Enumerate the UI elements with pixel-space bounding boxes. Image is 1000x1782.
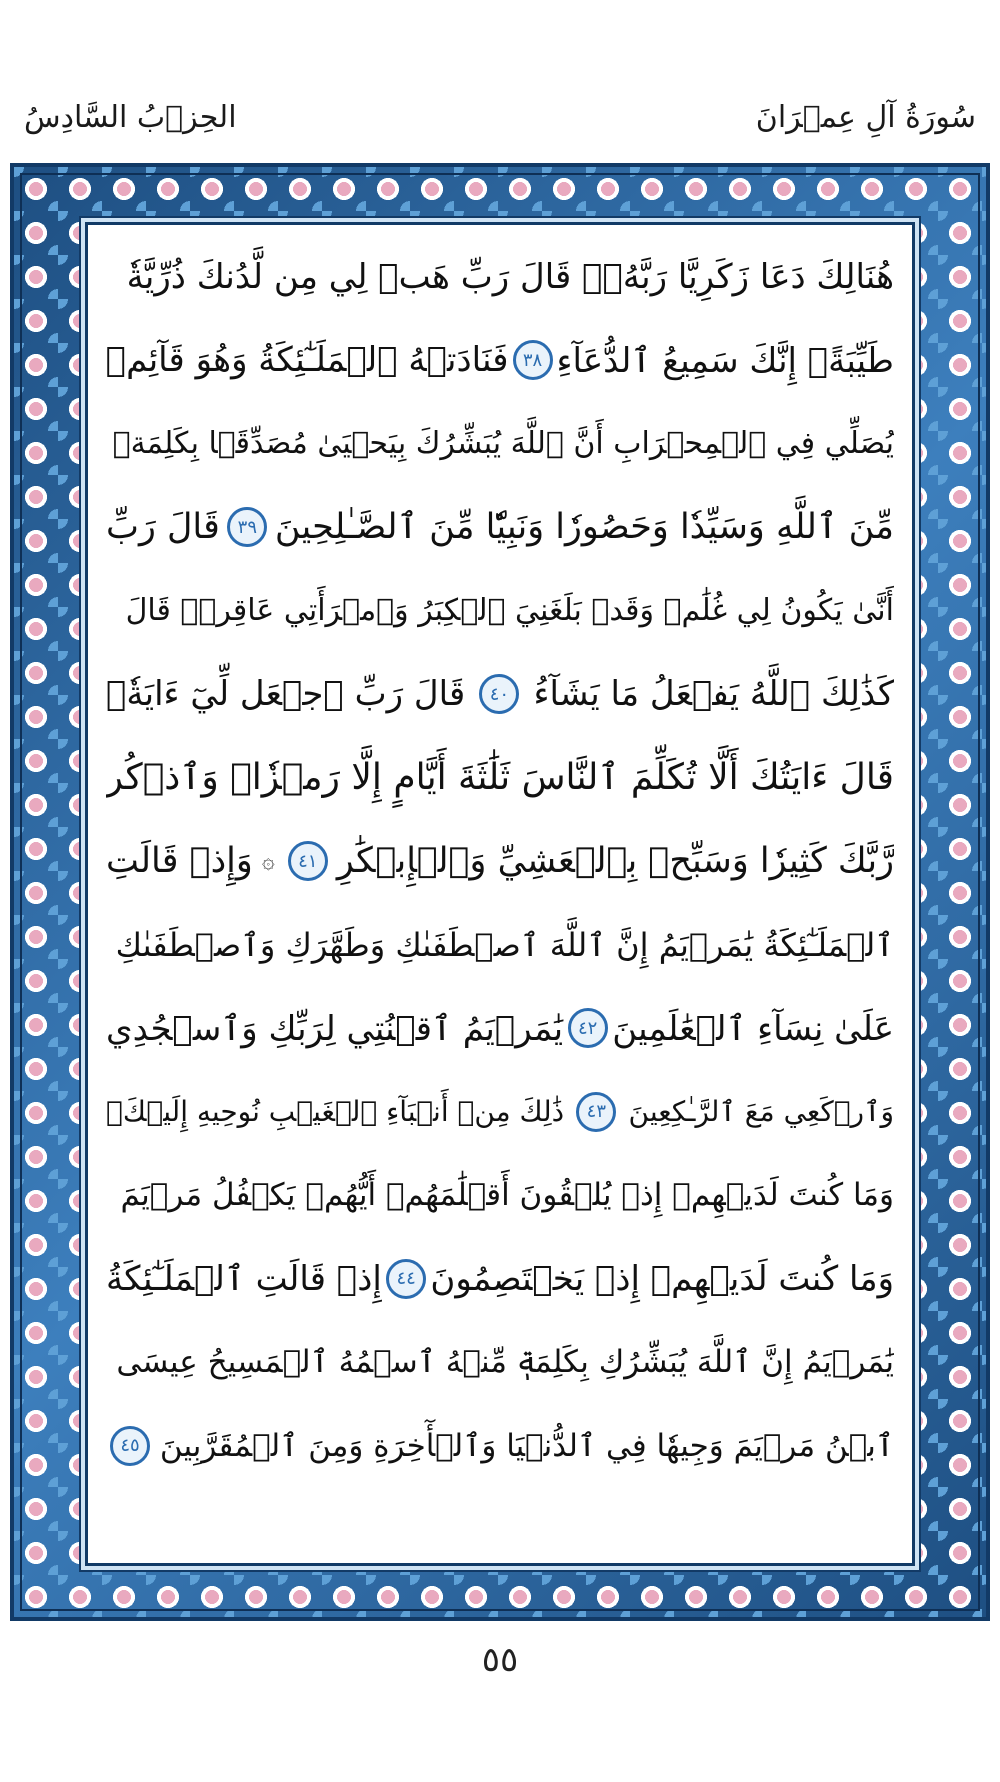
ayah-number-marker: ٤٣ bbox=[576, 1092, 616, 1132]
verse-line bbox=[106, 653, 894, 737]
verse-text: قَالَ ءَايَتُكَ أَلَّا تُكَلِّمَ ٱلنَّاسَ ثَلَٰثَةَ أَيَّامٍ إِلَّا رَمۡزٗاۗ وَٱذۡكُر bbox=[106, 757, 894, 799]
ayah-number-marker: ٤٥ bbox=[110, 1426, 150, 1466]
verse-line bbox=[106, 235, 894, 319]
verse-text: وَمَا كُنتَ لَدَيۡهِمۡ إِذۡ يُلۡقُونَ أَقۡلَٰمَهُمۡ أَيُّهُمۡ يَكۡفُلُ مَرۡيَمَ bbox=[120, 1177, 894, 1214]
text-panel bbox=[88, 225, 912, 1563]
ayah-number-marker: ٤١ bbox=[288, 841, 328, 881]
verse-line bbox=[106, 736, 894, 820]
verse-text: هُنَالِكَ دَعَا زَكَرِيَّا رَبَّهُۥۖ قَالَ رَبِّ هَبۡ لِي مِن لَّدُنكَ ذُرِّيَّةٗ bbox=[126, 256, 894, 297]
ayah-number-marker: ٤٠ bbox=[479, 674, 519, 714]
verse-text: يَٰمَرۡيَمُ إِنَّ ٱللَّهَ يُبَشِّرُكِ بِكَلِمَةٖ مِّنۡهُ ٱسۡمُهُ ٱلۡمَسِيحُ عِيسَى bbox=[116, 1344, 894, 1381]
ayah-number-marker: ٤٤ bbox=[386, 1259, 426, 1299]
verse-line bbox=[106, 1404, 894, 1488]
verse-text: ذَٰلِكَ مِنۡ أَنۢبَآءِ ٱلۡغَيۡبِ نُوحِيهِ إِلَيۡكَۚ bbox=[106, 1095, 565, 1129]
verse-text: ٱبۡنُ مَرۡيَمَ وَجِيهٗا فِي ٱلدُّنۡيَا وَٱلۡأٓخِرَةِ وَمِنَ ٱلۡمُقَرَّبِينَ bbox=[159, 1427, 894, 1464]
verse-text: يَٰمَرۡيَمُ ٱقۡنُتِي لِرَبِّكِ وَٱسۡجُدِي bbox=[106, 1008, 564, 1049]
verse-line bbox=[106, 1070, 894, 1154]
verse-text: طَيِّبَةًۖ إِنَّكَ سَمِيعُ ٱلدُّعَآءِ bbox=[556, 340, 894, 381]
verse-text: قَالَ رَبِّ bbox=[106, 507, 220, 548]
ornamental-frame bbox=[10, 163, 990, 1621]
verse-line bbox=[106, 1237, 894, 1321]
verse-line bbox=[106, 402, 894, 486]
verse-line bbox=[106, 1154, 894, 1238]
verse-line bbox=[106, 486, 894, 570]
verse-text: رَّبَّكَ كَثِيرٗا وَسَبِّحۡ بِٱلۡعَشِيِّ وَٱلۡإِبۡكَٰرِ bbox=[336, 841, 894, 882]
verse-line bbox=[106, 987, 894, 1071]
hizb-marker-icon: ۞ bbox=[261, 848, 275, 874]
verse-text: كَذَٰلِكَ ٱللَّهُ يَفۡعَلُ مَا يَشَآءُ bbox=[533, 674, 894, 715]
verse-text: وَإِذۡ قَالَتِ bbox=[106, 841, 253, 882]
verse-text: قَالَ رَبِّ ٱجۡعَل لِّيٓ ءَايَةٗۖ bbox=[106, 674, 466, 715]
verse-line bbox=[106, 569, 894, 653]
verse-line bbox=[106, 1321, 894, 1405]
verse-line bbox=[106, 820, 894, 904]
verse-text: إِذۡ قَالَتِ ٱلۡمَلَـٰٓئِكَةُ bbox=[106, 1259, 382, 1300]
verse-text: فَنَادَتۡهُ ٱلۡمَلَـٰٓئِكَةُ وَهُوَ قَآئِمٞ bbox=[106, 340, 509, 381]
verse-text: وَٱرۡكَعِي مَعَ ٱلرَّـٰكِعِينَ bbox=[628, 1095, 894, 1129]
verse-lines bbox=[106, 235, 894, 1553]
page-number: ٥٥ bbox=[481, 1640, 519, 1680]
surah-title: سُورَةُ آلِ عِمۡرَانَ bbox=[755, 99, 976, 135]
hizb-title: الحِزۡبُ السَّادِسُ bbox=[24, 99, 237, 135]
page-header bbox=[24, 92, 976, 142]
verse-text: ٱلۡمَلَـٰٓئِكَةُ يَٰمَرۡيَمُ إِنَّ ٱللَّهَ ٱصۡطَفَىٰكِ وَطَهَّرَكِ وَٱصۡطَفَىٰكِ bbox=[115, 925, 894, 964]
ayah-number-marker: ٣٩ bbox=[227, 507, 267, 547]
verse-line bbox=[106, 903, 894, 987]
verse-text: مِّنَ ٱللَّهِ وَسَيِّدٗا وَحَصُورٗا وَنَبِيّٗا مِّنَ ٱلصَّـٰلِحِينَ bbox=[274, 507, 894, 548]
verse-line bbox=[106, 319, 894, 403]
ayah-number-marker: ٣٨ bbox=[513, 340, 553, 380]
verse-text: وَمَا كُنتَ لَدَيۡهِمۡ إِذۡ يَخۡتَصِمُونَ bbox=[430, 1258, 894, 1299]
verse-text: عَلَىٰ نِسَآءِ ٱلۡعَٰلَمِينَ bbox=[612, 1008, 894, 1049]
verse-text: يُصَلِّي فِي ٱلۡمِحۡرَابِ أَنَّ ٱللَّهَ يُبَشِّرُكَ بِيَحۡيَىٰ مُصَدِّقَۢا بِكَلِمَةٖ bbox=[112, 426, 894, 462]
ayah-number-marker: ٤٢ bbox=[568, 1008, 608, 1048]
verse-text: أَنَّىٰ يَكُونُ لِي غُلَٰمٞ وَقَدۡ بَلَغَنِيَ ٱلۡكِبَرُ وَٱمۡرَأَتِي عَاقِرٞۖ قَالَ bbox=[125, 593, 894, 629]
